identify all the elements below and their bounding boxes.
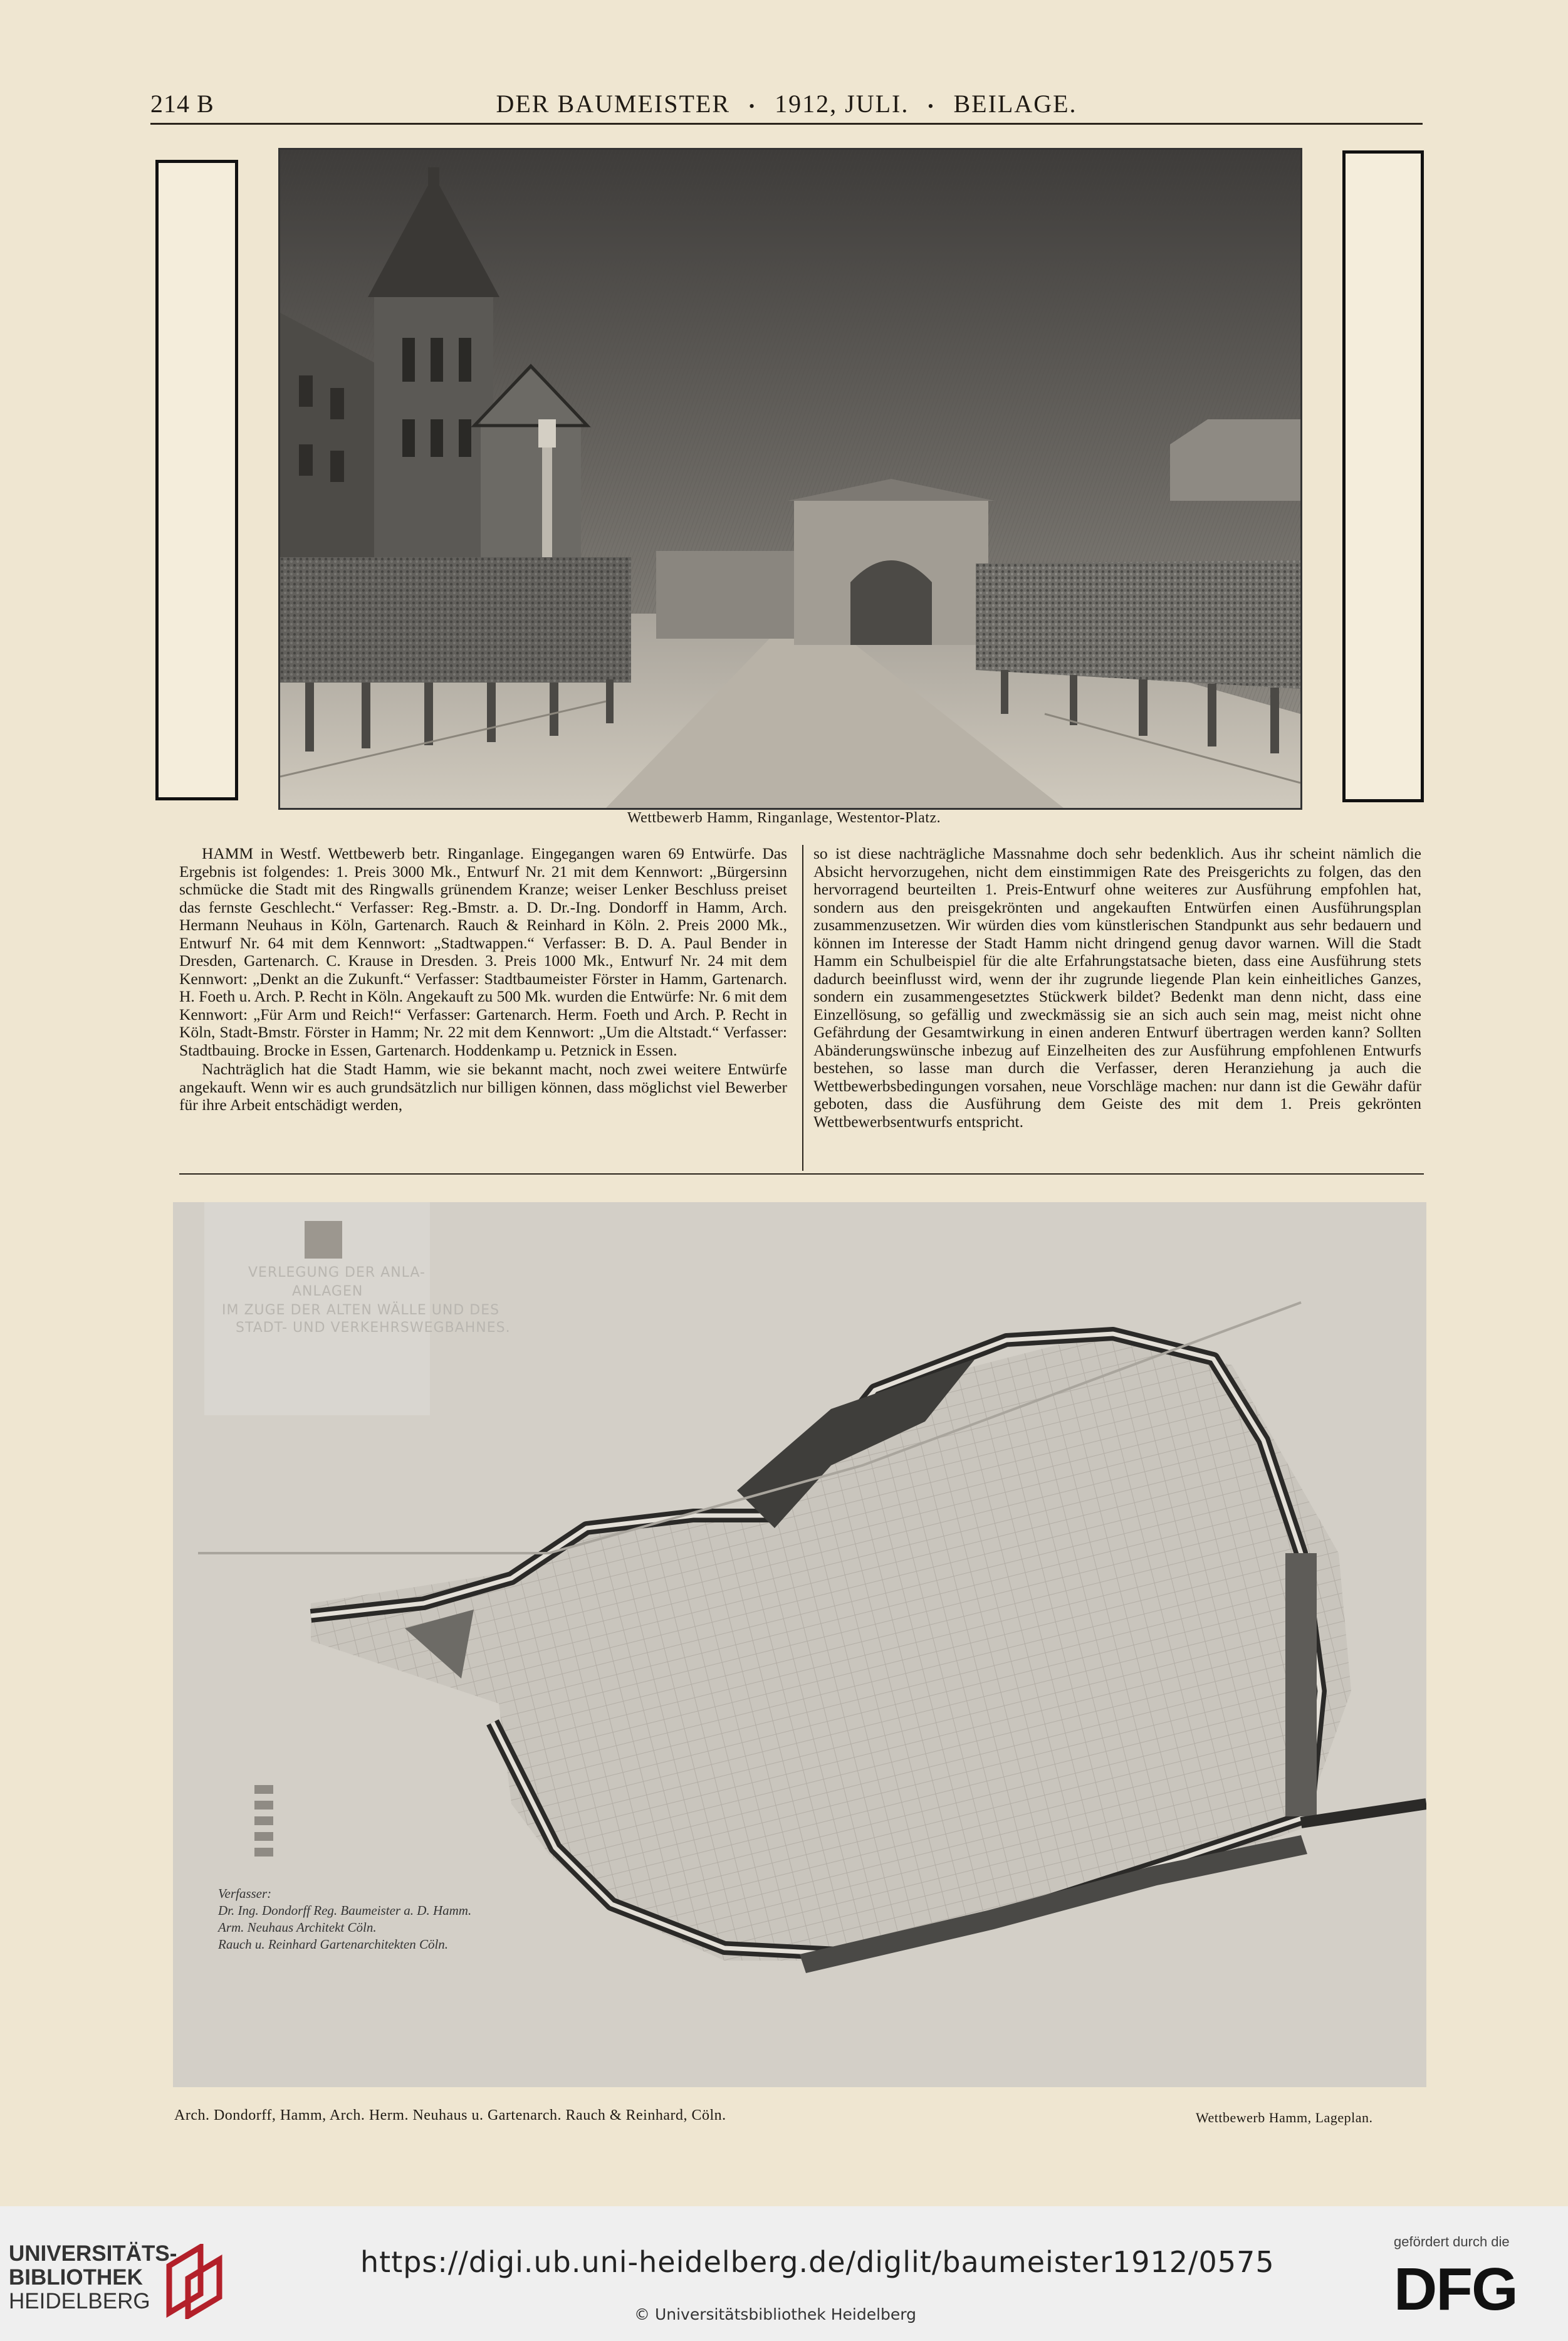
header-rule [150, 123, 1423, 125]
plan-stamp-title: ANLAGEN [292, 1284, 363, 1299]
separator: • [928, 97, 935, 115]
paragraph: so ist diese nachträgliche Massnahme doch sehr bedenklich. Aus ihr scheint nämlich die Absicht hervorzugehen, nicht dem einstimmigen Rate des Preisgerichts zu folgen, das den hervorragend beurteilten 1. Preis-Entwurf ohne weiteres zur Ausführung empfohlen hat, sondern aus den preisgekrönten und angekauften Entwürfen einen Ausführungsplan zusammenzusetzen. Wir würden dies vom künstlerischen Standpunkt aus sehr bedauern und können im Interesse der Stadt Hamm nicht dringend genug davor warnen. Will die Stadt Hamm ein Schulbeispiel für die alte Erfahrungstatsache bieten, dass eine Ausführung stets dadurch beeinflusst wird, wenn der ihr zugrunde liegende Plan kein einheitliches Ganzes, sondern ein zusammengesetztes Stückwerk bildet? Bedenkt man denn nicht, dass eine Einzellösung, so gefällig und zweckmässig sie an sich auch sein mag, meist nicht ohne Gefährdung der Gesamtwirkung in einen anderen Entwurf übertragen werden kann? Sollten Abänderungswünsche inbezug auf Einzelheiten des zur Ausführung empfohlenen Entwurfs bestehen, so lasse man durch die Verfasser, deren Heranziehung ja auch die Wettbewerbsbedingungen vorsahen, neue Vorschläge machen: nur dann ist die Gewähr dafür geboten, dass die Ausführung dem Geiste des mit dem 1. Preis gekrönten Wettbewerbsentwurfs entspricht. [813, 844, 1421, 1131]
library-banner [0, 2206, 1568, 2341]
library-name-line: UNIVERSITÄTS- [9, 2241, 177, 2266]
section-label: BEILAGE. [953, 90, 1077, 118]
authors-line: Rauch u. Reinhard Gartenarchitekten Cöln. [218, 1937, 449, 1952]
westentor-platz-illustration [278, 148, 1302, 810]
site-plan-lageplan [173, 1202, 1426, 2087]
bottom-caption-right: Wettbewerb Hamm, Lageplan. [1196, 2110, 1373, 2125]
article-right-column [813, 845, 1421, 1131]
library-name-line: HEIDELBERG [9, 2289, 150, 2313]
library-name-line: BIBLIOTHEK [9, 2265, 143, 2290]
authors-line: Verfasser: [218, 1886, 272, 1901]
column-rule [802, 845, 803, 1171]
right-blank-frame [1342, 150, 1424, 802]
ub-heidelberg-logo-icon [157, 2244, 232, 2319]
library-name [9, 2242, 177, 2313]
running-header [144, 86, 1429, 124]
paragraph: Nachträglich hat die Stadt Hamm, wie sie bekannt macht, noch zwei weitere Entwürfe angekauft. Wenn wir es auch grundsätzlich nur billigen können, dass möglichst viel Bewerber für ihre Arbeit entschädigt werden, [179, 1060, 787, 1114]
article-left-column [179, 845, 787, 1114]
journal-name: DER BAUMEISTER [496, 90, 731, 118]
journal-title [144, 89, 1429, 118]
plan-stamp-subtitle: STADT- UND VERKEHRSWEGBAHNES. [236, 1320, 511, 1336]
page-number: 214 B [150, 90, 214, 118]
separator: • [749, 97, 756, 115]
funding-note: gefördert durch die [1394, 2234, 1510, 2249]
dfg-logo: DFG [1394, 2256, 1517, 2323]
authors-line: Dr. Ing. Dondorff Reg. Baumeister a. D. Hamm. [218, 1903, 472, 1918]
left-blank-frame [155, 160, 238, 800]
paragraph: HAMM in Westf. Wettbewerb betr. Ringanlage. Eingegangen waren 69 Entwürfe. Das Ergebnis ist folgendes: 1. Preis 3000 Mk., Entwurf Nr. 21 mit dem Kennwort: „Bürgersinn schmücke die Stadt mit des Ringwalls grünendem Kranze; weiser Lenker Beschluss preiset das fernste Geschlecht.“ Verfasser: Reg.-Bmstr. a. D. Dr.-Ing. Dondorff in Hamm, Arch. Hermann Neuhaus in Köln, Gartenarch. Rauch & Reinhard in Köln. 2. Preis 2000 Mk., Entwurf Nr. 64 mit dem Kennwort: „Stadtwappen.“ Verfasser: B. D. A. Paul Bender in Dresden, Gartenarch. C. Krause in Dresden. 3. Preis 1000 Mk., Entwurf Nr. 24 mit dem Kennwort: „Denkt an die Zukunft.“ Verfasser: Stadtbaumeister Förster in Hamm, Gartenarch. H. Foeth u. Arch. P. Recht in Köln. Angekauft zu 500 Mk. wurden die Entwürfe: Nr. 6 mit dem Kennwort: „Für Arm und Reich!“ Verfasser: Gartenarch. Herm. Foeth und Arch. P. Recht in Köln, Stadt-Bmstr. Förster in Hamm; Nr. 22 mit dem Kennwort: „Um die Altstadt.“ Verfasser: Stadtbauing. Brocke in Essen, Gartenarch. Hoddenkamp u. Petznick in Essen. [179, 844, 787, 1059]
authors-line: Arm. Neuhaus Architekt Cöln. [218, 1920, 377, 1935]
westentor-drawing [280, 150, 1300, 808]
plan-authors-note [218, 1885, 471, 1953]
text-bottom-rule [179, 1173, 1424, 1175]
plan-stamp-subtitle: IM ZUGE DER ALTEN WÄLLE UND DES [222, 1302, 500, 1318]
bottom-caption-left: Arch. Dondorff, Hamm, Arch. Herm. Neuhaus u. Gartenarch. Rauch & Reinhard, Cöln. [174, 2107, 726, 2124]
top-figure-caption: Wettbewerb Hamm, Ringanlage, Westentor-Platz. [627, 810, 941, 826]
issue-date: 1912, JULI. [775, 90, 909, 118]
plan-stamp-title: VERLEGUNG DER ANLA- [248, 1265, 426, 1280]
permalink-url[interactable]: https://digi.ub.uni-heidelberg.de/diglit/baumeister1912/0575 [360, 2245, 1275, 2279]
copyright-notice: © Universitätsbibliothek Heidelberg [634, 2305, 917, 2323]
